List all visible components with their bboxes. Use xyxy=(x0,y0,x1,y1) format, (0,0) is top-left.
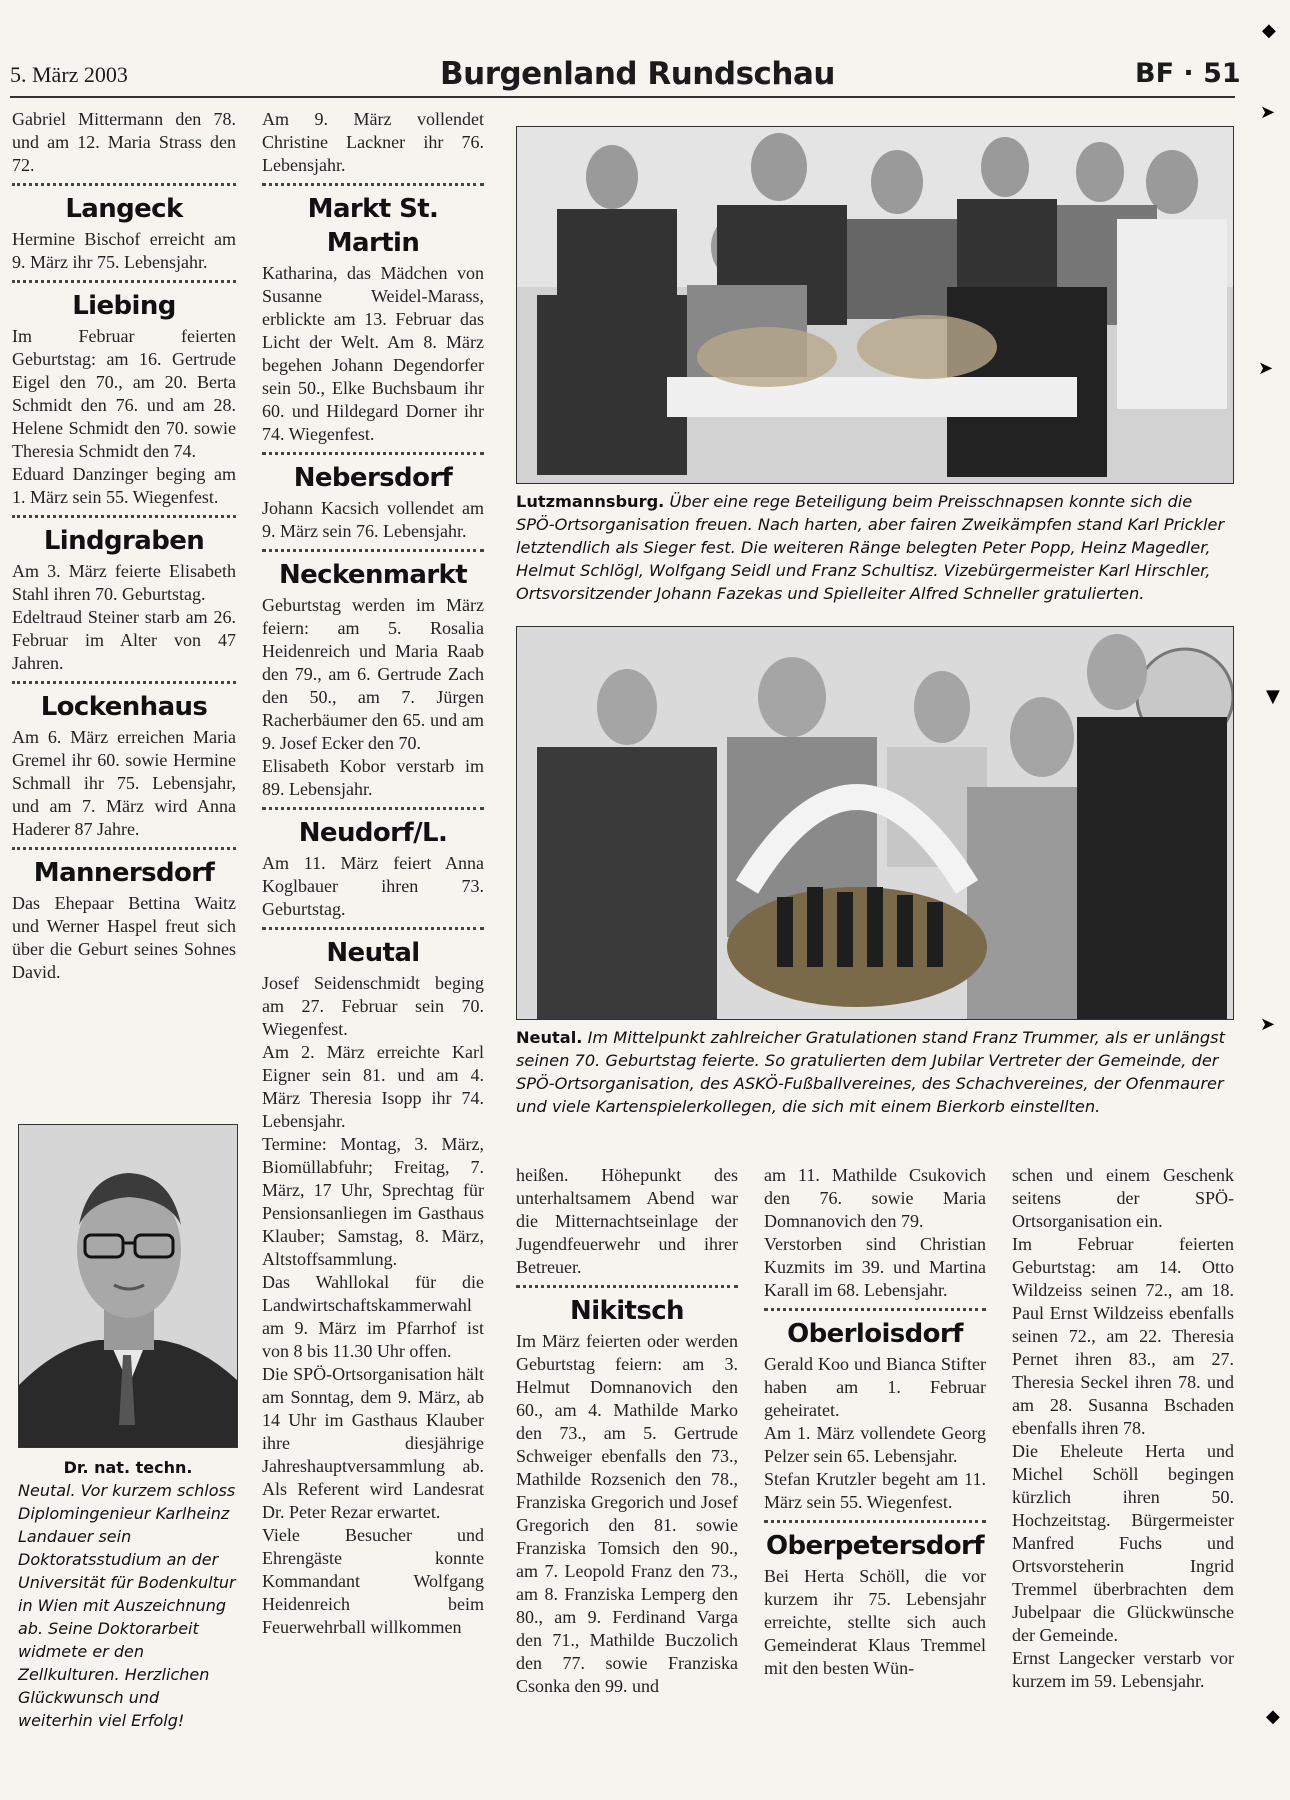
section-heading-liebing: Liebing xyxy=(72,291,176,321)
section-heading-lindgraben: Lindgraben xyxy=(43,526,205,556)
paragraph: Am 9. März vollendet Christine Lackner ihr 76. Lebensjahr. xyxy=(262,109,484,175)
section-heading-lockenhaus: Lockenhaus xyxy=(40,692,208,722)
portrait-image xyxy=(19,1125,237,1447)
divider xyxy=(12,183,236,186)
caption-place: Lutzmannsburg. xyxy=(516,492,665,511)
column-1 xyxy=(12,108,236,984)
divider xyxy=(262,807,484,810)
column-2 xyxy=(262,108,484,1639)
divider xyxy=(12,847,236,850)
section-heading-markt-st-martin: Markt St. Martin xyxy=(307,194,439,258)
paragraph: schen und einem Geschenk seitens der SPÖ-Ortsorganisation ein. xyxy=(1012,1165,1234,1231)
portrait-caption xyxy=(18,1456,238,1732)
column-4 xyxy=(764,1164,986,1680)
paragraph: Das Wahllokal für die Landwirtschaftskammerwahl am 9. März im Pfarrhof ist von 8 bis 11.30 Uhr offen. xyxy=(262,1272,484,1361)
scan-mark: ➤ xyxy=(1258,358,1274,379)
paragraph: Am 11. März feiert Anna Koglbauer ihren 73. Geburtstag. xyxy=(262,853,484,919)
divider xyxy=(262,183,484,186)
group-photo-image xyxy=(517,627,1233,1019)
page-number: BF · 51 xyxy=(1135,58,1241,89)
divider xyxy=(12,681,236,684)
paragraph: Am 6. März erreichen Maria Gremel ihr 60. sowie Hermine Schmall ihr 75. Lebensjahr, und am 7. März wird Anna Haderer 87 Jahre. xyxy=(12,727,236,839)
portrait-title: Dr. nat. techn. xyxy=(63,1458,193,1477)
portrait-caption-text: Neutal. Vor kurzem schloss Diplomingenieur Karlheinz Landauer sein Doktoratsstudium an der Universität für Bodenkultur in Wien mit Auszeichnung ab. Seine Doktorarbeit widmete er den Zellkulturen. Herzlichen Glückwunsch und weiterhin viel Erfolg! xyxy=(18,1481,236,1730)
paragraph: Elisabeth Kobor verstarb im 89. Lebensjahr. xyxy=(262,756,484,799)
paragraph: Am 1. März vollendete Georg Pelzer sein 65. Lebensjahr. xyxy=(764,1423,986,1466)
column-3 xyxy=(516,1164,738,1698)
scan-mark: ➤ xyxy=(1260,1014,1276,1035)
scan-mark: ◆ xyxy=(1262,20,1276,41)
divider xyxy=(12,280,236,283)
paragraph: Hermine Bischof erreicht am 9. März ihr 75. Lebensjahr. xyxy=(12,229,236,272)
paragraph: Termine: Montag, 3. März, Biomüllabfuhr; Freitag, 7. März, 17 Uhr, Sprechtag für Pensionsanliegen im Gasthaus Klauber; Samstag, 8. März, Altstoffsammlung. xyxy=(262,1134,484,1269)
section-heading-oberpetersdorf: Oberpetersdorf xyxy=(766,1531,984,1561)
paragraph: Die SPÖ-Ortsorganisation hält am Sonntag, dem 9. März, ab 14 Uhr im Gasthaus Klauber ihre diesjährige Jahreshauptversammlung ab. Als Referent wird Landesrat Dr. Peter Rezar erwartet. xyxy=(262,1364,484,1522)
divider xyxy=(262,927,484,930)
paragraph: Josef Seidenschmidt beging am 27. Februar sein 70. Wiegenfest. xyxy=(262,973,484,1039)
divider xyxy=(764,1308,986,1311)
paragraph: Am 2. März erreichte Karl Eigner sein 81. und am 4. März Theresia Isopp ihr 74. Lebensjahr. xyxy=(262,1042,484,1131)
paragraph: Bei Herta Schöll, die vor kurzem ihr 75. Lebensjahr erreichte, stellte sich auch Gemeinderat Klaus Tremmel mit den besten Wün- xyxy=(764,1566,986,1678)
paragraph: Am 3. März feierte Elisabeth Stahl ihren 70. Geburtstag. xyxy=(12,561,236,604)
section-heading-neudorf: Neudorf/L. xyxy=(298,818,448,848)
paragraph: Im März feierten oder werden Geburtstag feiern: am 3. Helmut Domnanovich den 60., am 4. Mathilde Marko den 73., am 5. Gertrude Schweiger ebenfalls den 73., Mathilde Rozsenich den 78., Franziska Gregorich und Josef Gregorich den 81. sowie Franziska Tomsich den 90., am 7. Leopold Franz den 73., am 8. Franziska Lemperg den 80., am 9. Ferdinand Varga den 71., Mathilde Buczolich den 77. sowie Franziska Csonka den 99. und xyxy=(516,1331,738,1696)
section-heading-langeck: Langeck xyxy=(65,194,183,224)
paragraph: Edeltraud Steiner starb am 26. Februar im Alter von 47 Jahren. xyxy=(12,607,236,673)
paragraph: Verstorben sind Christian Kuzmits im 39. und Martina Karall im 68. Lebensjahr. xyxy=(764,1234,986,1300)
divider xyxy=(516,1285,738,1288)
scan-mark: ◆ xyxy=(1266,1706,1280,1727)
caption-place: Neutal. xyxy=(516,1028,583,1047)
paragraph: Im Februar feierten Geburtstag: am 14. Otto Wildzeiss seinen 72., am 18. Paul Ernst Wildzeiss ebenfalls seinen 72., am 22. Theresia Pernet ihren 83., am 27. Theresia Seckel ihren 78. und am 28. Susanna Bschaden ebenfalls ihren 78. xyxy=(1012,1234,1234,1438)
section-heading-nikitsch: Nikitsch xyxy=(570,1296,684,1326)
newspaper-title: Burgenland Rundschau xyxy=(440,56,835,92)
paragraph: Gabriel Mittermann den 78. und am 12. Maria Strass den 72. xyxy=(12,109,236,175)
paragraph: Stefan Krutzler begeht am 11. März sein 55. Wiegenfest. xyxy=(764,1469,986,1512)
paragraph: Die Eheleute Herta und Michel Schöll begingen kürzlich ihren 50. Hochzeitstag. Bürgermeister Manfred Fuchs und Ortsvorsteherin Ingrid Tremmel überbrachten dem Jubelpaar die Glückwünsche der Gemeinde. xyxy=(1012,1441,1234,1645)
portrait-photo xyxy=(18,1124,238,1448)
section-heading-neckenmarkt: Neckenmarkt xyxy=(278,560,468,590)
paragraph: Im Februar feierten Geburtstag: am 16. Gertrude Eigel den 70., am 20. Berta Schmidt den 76. und am 28. Helene Schmidt den 70. sowie Theresia Schmidt den 74. xyxy=(12,326,236,461)
divider xyxy=(262,549,484,552)
paragraph: Das Ehepaar Bettina Waitz und Werner Haspel freut sich über die Geburt seines Sohnes David. xyxy=(12,893,236,982)
paragraph: Gerald Koo und Bianca Stifter haben am 1. Februar geheiratet. xyxy=(764,1354,986,1420)
scan-mark: ➤ xyxy=(1260,102,1276,123)
caption-text: Über eine rege Beteiligung beim Preisschnapsen konnte sich die SPÖ-Ortsorganisation freuen. Nach harten, aber fairen Zweikämpfen stand Karl Prickler letztendlich als Sieger fest. Die weiteren Ränge belegten Peter Popp, Heinz Magedler, Helmut Schlögl, Wolfgang Seidl und Franz Schultisz. Vizebürgermeister Karl Hirschler, Ortsvorsitzender Johann Fazekas und Spielleiter Alfred Schneller gratulierten. xyxy=(516,492,1225,603)
divider xyxy=(12,515,236,518)
scan-mark: ▼ xyxy=(1266,686,1280,707)
section-heading-oberloisdorf: Oberloisdorf xyxy=(787,1319,963,1349)
photo-caption-lutzmannsburg xyxy=(516,490,1232,605)
paragraph: am 11. Mathilde Csukovich den 76. sowie Maria Domnanovich den 79. xyxy=(764,1165,986,1231)
divider xyxy=(262,452,484,455)
group-photo-lutzmannsburg xyxy=(516,126,1234,484)
photo-caption-neutal xyxy=(516,1026,1232,1118)
group-photo-image xyxy=(517,127,1233,483)
paragraph: Katharina, das Mädchen von Susanne Weidel-Marass, erblickte am 13. Februar das Licht der Welt. Am 8. März begehen Johann Degendorfer sein 50., Elke Buchsbaum ihr 60. und Hildegard Dorner ihr 74. Wiegenfest. xyxy=(262,263,484,444)
section-heading-neutal: Neutal xyxy=(326,938,420,968)
divider xyxy=(764,1520,986,1523)
header-rule xyxy=(10,96,1235,98)
column-5 xyxy=(1012,1164,1234,1693)
paragraph: Johann Kacsich vollendet am 9. März sein 76. Lebensjahr. xyxy=(262,498,484,541)
issue-date: 5. März 2003 xyxy=(10,62,128,87)
paragraph: Geburtstag werden im März feiern: am 5. Rosalia Heidenreich und Maria Raab den 79., am 6. Gertrude Zach den 50., am 7. Jürgen Racherbäumer den 65. und am 9. Josef Ecker den 70. xyxy=(262,595,484,753)
paragraph: Viele Besucher und Ehrengäste konnte Kommandant Wolfgang Heidenreich beim Feuerwehrball willkommen xyxy=(262,1525,484,1637)
paragraph: Ernst Langecker verstarb vor kurzem im 59. Lebensjahr. xyxy=(1012,1648,1234,1691)
section-heading-mannersdorf: Mannersdorf xyxy=(33,858,215,888)
caption-text: Im Mittelpunkt zahlreicher Gratulationen stand Franz Trummer, als er unlängst seinen 70. Geburtstag feierte. So gratulierten dem Jubilar Vertreter der Gemeinde, der SPÖ-Ortsorganisation, des ASKÖ-Fußballvereines, des Schachvereines, der Ofenmaurer und viele Kartenspielerkollegen, die sich mit einem Bierkorb einstellten. xyxy=(516,1028,1225,1116)
group-photo-neutal xyxy=(516,626,1234,1020)
section-heading-nebersdorf: Nebersdorf xyxy=(293,463,453,493)
paragraph: Eduard Danzinger beging am 1. März sein 55. Wiegenfest. xyxy=(12,464,236,507)
paragraph: heißen. Höhepunkt des unterhaltsamem Abend war die Mitternachtseinlage der Jugendfeuerwehr und ihrer Betreuer. xyxy=(516,1165,738,1277)
